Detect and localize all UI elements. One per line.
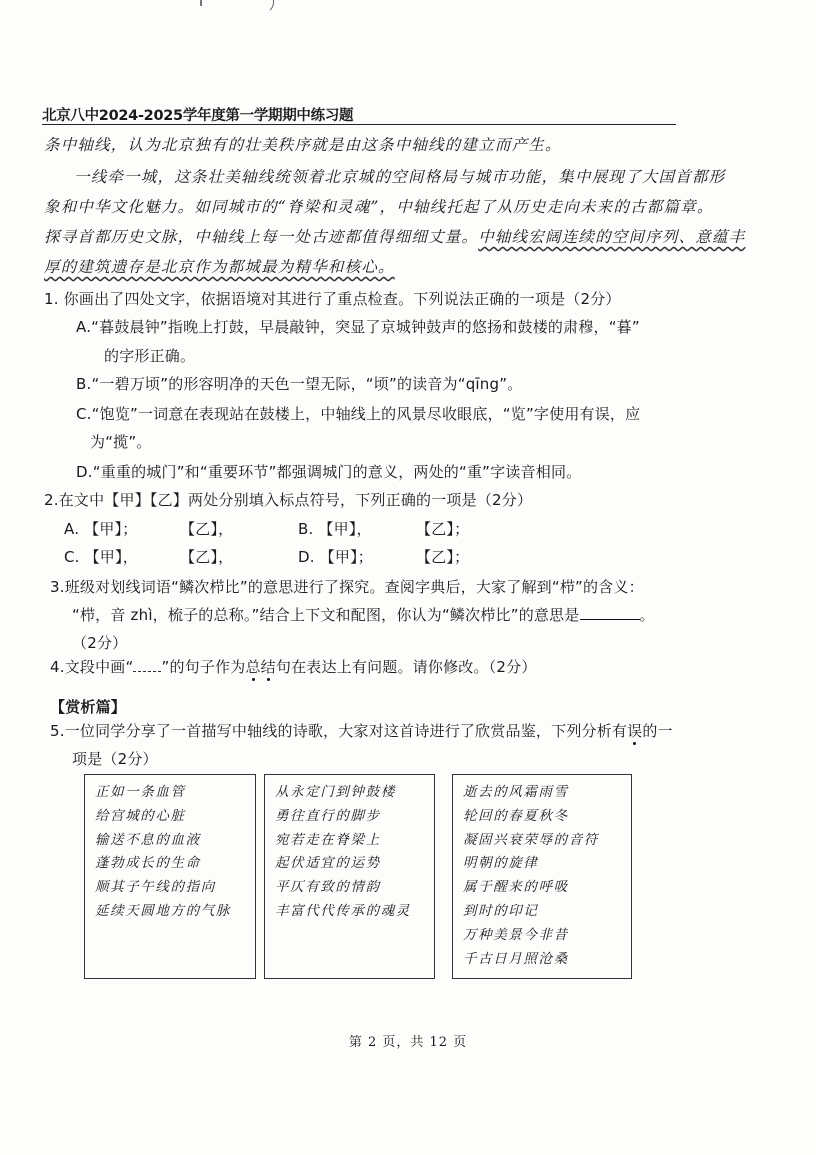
poem-line: 万种美景今非昔 [463, 926, 569, 943]
poem-line: 明朝的旋律 [463, 855, 539, 872]
header-divider [42, 124, 676, 125]
question-3-score: （2分） [72, 634, 128, 652]
option-d: D.“重重的城门”和“重要环节”都强调城门的意义，两处的“重”字读音相同。 [76, 463, 582, 481]
poem-line: 输送不息的血液 [95, 831, 201, 848]
poem-line: 平仄有致的情韵 [275, 879, 381, 896]
passage-line: 一线牵一城，这条壮美轴线统领着北京城的空间格局与城市功能，集中展现了大国首都形 [74, 168, 726, 186]
option-c-yi: 【乙】， [180, 548, 234, 566]
emphasis-char: 总 [245, 658, 261, 676]
passage-line [44, 225, 745, 247]
poem-line: 宛若走在脊梁上 [275, 831, 381, 848]
question-5-stem [50, 720, 673, 741]
poem-line: 凝固兴衰荣辱的音符 [463, 831, 599, 848]
poem-line: 给宫城的心脏 [95, 807, 186, 824]
question-3-prompt [72, 604, 655, 625]
option-c: C.“饱览”一词意在表现站在鼓楼上，中轴线上的风景尽收眼底，“览”字使用有误，应 [76, 405, 641, 423]
poem-box-1 [84, 774, 256, 979]
poem-line: 顺其子午线的指向 [95, 879, 216, 896]
poem-line: 从永定门到钟鼓楼 [275, 784, 396, 800]
poem-box-3 [452, 774, 632, 979]
poem-column-3 [463, 781, 599, 971]
poem-line: 到时的印记 [463, 902, 539, 919]
answer-blank[interactable] [580, 605, 640, 620]
question-5-score: 项是（2分） [72, 750, 158, 768]
wavy-line-sample [133, 659, 161, 672]
section-heading: 【赏析篇】 [50, 698, 127, 716]
option-a: A.“暮鼓晨钟”指晚上打鼓，早晨敲钟，突显了京城钟鼓声的悠扬和鼓楼的肃穆，“暮” [76, 318, 640, 336]
poem-line: 延续天圆地方的气脉 [95, 902, 231, 919]
option-a-jia: A. 【甲】； [64, 520, 138, 538]
page-footer: 第 2 页，共 12 页 [348, 1035, 468, 1050]
prompt-end: 。 [639, 606, 655, 624]
option-c-jia: C. 【甲】， [64, 548, 138, 566]
poem-line: 千古日月照沧桑 [463, 950, 569, 967]
poem-line: 轮回的春夏秋冬 [463, 807, 569, 824]
passage-line: 象和中华文化魅力。如同城市的“脊梁和灵魂”，中轴线托起了从历史走向未来的古都篇章。 [44, 198, 714, 216]
poem-line: 正如一条血管 [95, 784, 186, 800]
q4-pre: 4.文段中画“ [50, 658, 134, 676]
q4-mid: ”的句子作为 [161, 658, 246, 676]
emphasis-char: 结 [260, 658, 276, 676]
poem-line: 蓬勃成长的生命 [95, 855, 201, 872]
poem-column-1 [95, 781, 231, 924]
poem-line: 起伏适宜的运势 [275, 855, 381, 872]
underlined-sentence: 中轴线宏阔连续的空间序列、意蕴丰 [478, 228, 746, 246]
option-b: B.“一碧万顷”的形容明净的天色一望无际，“顷”的读音为“qīng”。 [76, 375, 523, 393]
option-d-jia: D. 【甲】； [298, 548, 373, 566]
option-b-yi: 【乙】； [416, 520, 470, 538]
passage-text: 探寻首都历史文脉，中轴线上每一处古迹都值得细细丈量。 [44, 228, 479, 246]
question-2-stem: 2.在文中【甲】【乙】两处分别填入标点符号，下列正确的一项是（2分） [44, 491, 533, 509]
emphasis-char: 误 [627, 722, 643, 740]
option-c-cont: 为“揽”。 [90, 433, 152, 451]
poem-column-2 [275, 781, 411, 924]
question-1-stem: 1. 你画出了四处文字，依据语境对其进行了重点检查。下列说法正确的一项是（2分） [44, 290, 621, 308]
scan-mark [250, 0, 274, 14]
poem-line: 逝去的风霜雨雪 [463, 784, 569, 800]
option-d-yi: 【乙】； [416, 548, 470, 566]
passage-line: 条中轴线，认为北京独有的壮美秩序就是由这条中轴线的建立而产生。 [44, 136, 562, 154]
option-a-cont: 的字形正确。 [104, 347, 196, 365]
q5-text: 5.一位同学分享了一首描写中轴线的诗歌，大家对这首诗进行了欣赏品鉴，下列分析有 [50, 722, 628, 740]
poem-box-2 [264, 774, 435, 979]
poem-line: 勇往直行的脚步 [275, 807, 381, 824]
q5-text-end: 的一 [642, 722, 673, 740]
underlined-sentence: 厚的建筑遗存是北京作为都城最为精华和核心。 [44, 258, 395, 276]
poem-line: 丰富代代传承的魂灵 [275, 902, 411, 919]
question-3-stem: 3.班级对划线词语“鳞次栉比”的意思进行了探究。查阅字典后，大家了解到“栉”的含义： [50, 578, 644, 596]
option-a-yi: 【乙】， [180, 520, 234, 538]
question-4-stem [50, 656, 537, 677]
page-header: 北京八中2024-2025学年度第一学期期中练习题 [42, 108, 354, 124]
prompt-text: “栉，音 zhì，梳子的总称。”结合上下文和配图，你认为“鳞次栉比”的意思是 [72, 606, 580, 624]
poem-line: 属于醒来的呼吸 [463, 879, 569, 896]
scan-mark [200, 0, 202, 6]
q4-post: 句在表达上有问题。请你修改。（2分） [275, 658, 537, 676]
option-b-jia: B. 【甲】， [298, 520, 372, 538]
